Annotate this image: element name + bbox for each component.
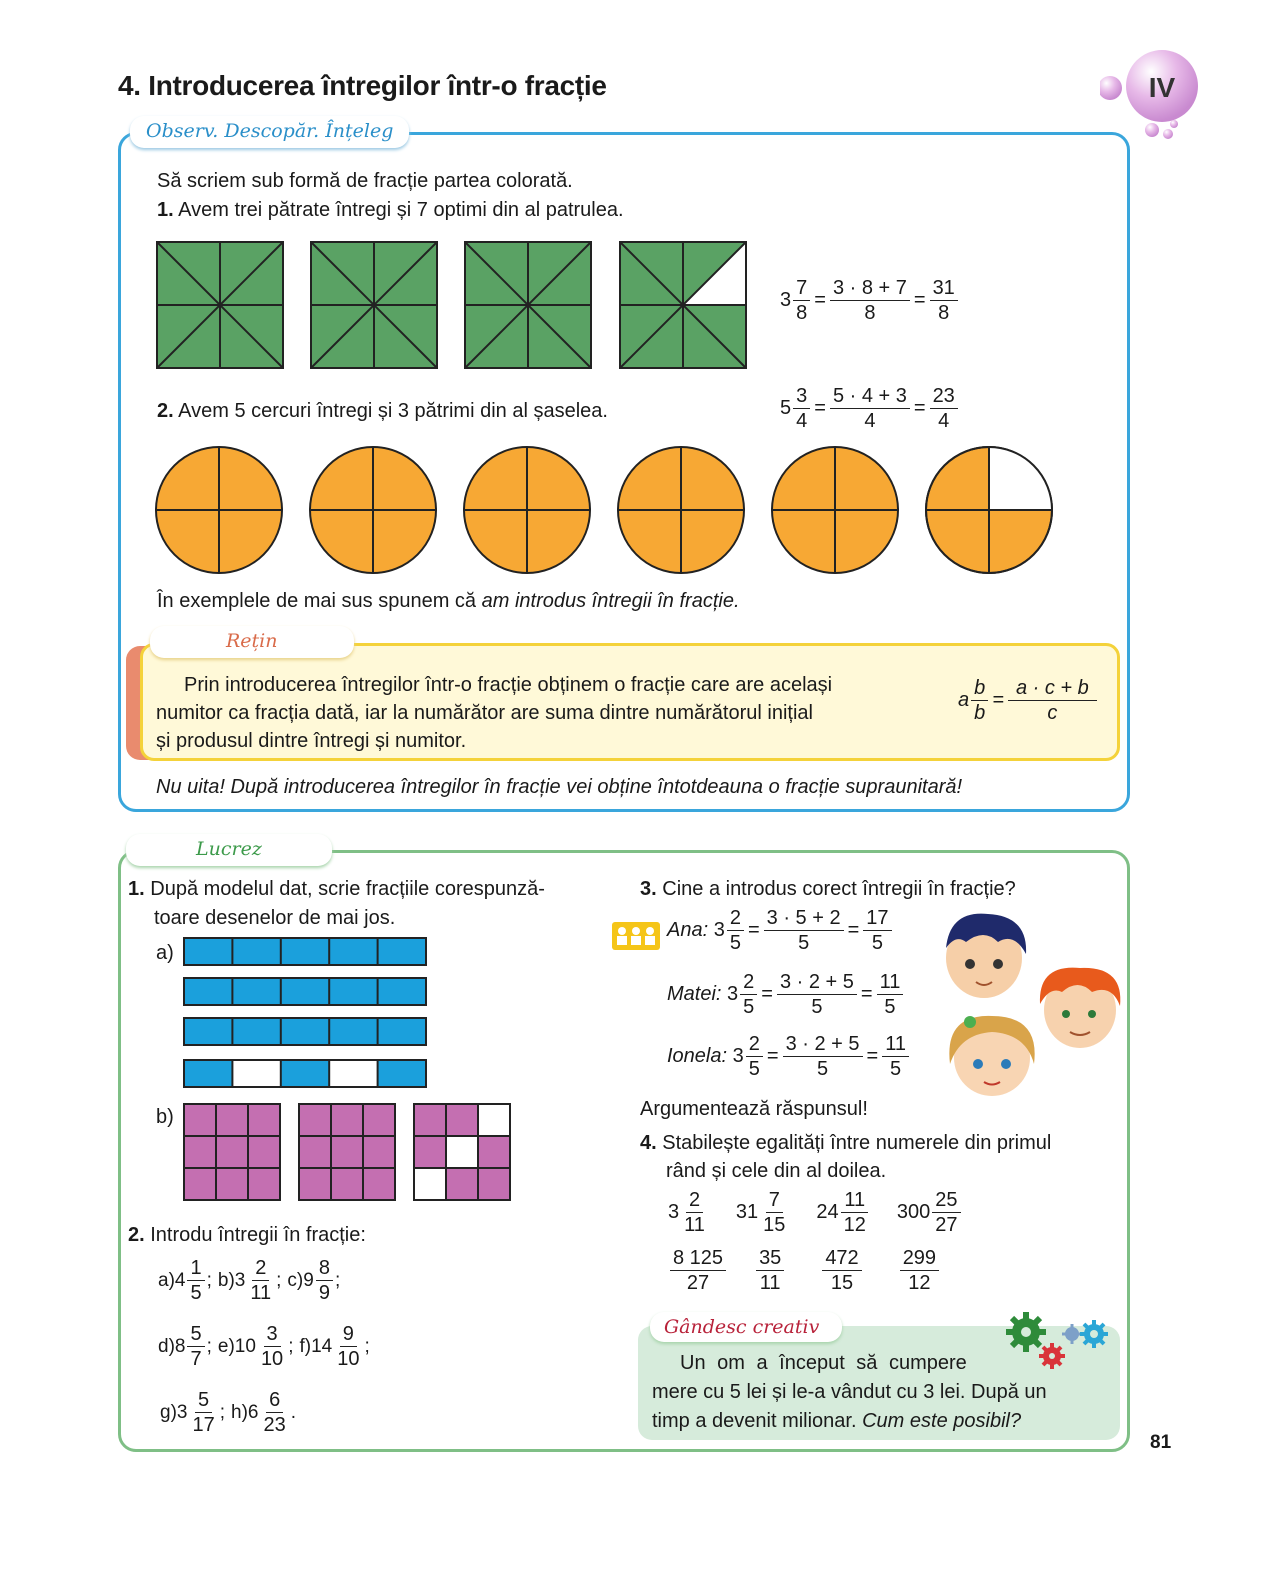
ex2-row-2: d) 8 5 7 ; e) 10 3 10 ; f) 14 9 10 ; bbox=[158, 1323, 370, 1370]
fraction: $\frac{5 \cdot 4 + 3}{4}$ bbox=[830, 384, 910, 433]
grid-partial bbox=[414, 1104, 510, 1200]
fraction: $\frac{3 \cdot 8 + 7}{8}$ bbox=[830, 276, 910, 325]
fraction: $\frac{23}{4}$ bbox=[930, 384, 958, 433]
creativ-line-1: Un om a început să cumpere bbox=[680, 1352, 967, 1374]
circle-whole-3 bbox=[464, 447, 590, 573]
circle-whole-1 bbox=[156, 447, 282, 573]
observ-tab-label: Observ. Descopăr. Înțeleg bbox=[146, 120, 394, 142]
circle-whole-5 bbox=[772, 447, 898, 573]
redhead-face bbox=[1040, 968, 1120, 1048]
chapter-badge-label: IV bbox=[1148, 72, 1176, 103]
ex3-argue: Argumentează răspunsul! bbox=[640, 1098, 868, 1120]
orange-circles bbox=[150, 444, 1060, 580]
whole: 5 bbox=[780, 397, 792, 419]
whole: 3 bbox=[780, 289, 792, 311]
bar-whole-1 bbox=[184, 938, 426, 965]
retin-formula: a $\frac{b}{b}$ = $\frac{a \cdot c + b}{c}$ bbox=[958, 676, 1099, 725]
page-title: 4. Introducerea întregilor într-o fracție bbox=[118, 70, 607, 101]
page-number: 81 bbox=[1150, 1432, 1172, 1453]
children-faces-illustration bbox=[936, 908, 1128, 1098]
ex3-row-ionela: Ionela: 3 $\frac{2}{5}$ = $\frac{3 \cdot 2 + 5}{5}$ = $\frac{11}{5}$ bbox=[667, 1032, 911, 1081]
retin-line-2: numitor ca fracția dată, iar la numărător are suma dintre numărătorul inițial bbox=[156, 702, 813, 724]
ex3-row-matei: Matei: 3 $\frac{2}{5}$ = $\frac{3 \cdot 2 + 5}{5}$ = $\frac{11}{5}$ bbox=[667, 970, 905, 1019]
boy-face bbox=[946, 914, 1026, 998]
fraction: $\frac{31}{8}$ bbox=[930, 276, 958, 325]
purple-grids bbox=[182, 1102, 514, 1204]
circle-whole-2 bbox=[310, 447, 436, 573]
fraction: $\frac{7}{8}$ bbox=[793, 276, 810, 325]
retin-tab bbox=[150, 626, 354, 658]
creativ-tab-label: Gândesc creativ bbox=[664, 1316, 820, 1338]
grid-whole-1 bbox=[184, 1104, 280, 1200]
square-whole-1 bbox=[157, 242, 283, 368]
label-b: b) bbox=[156, 1106, 174, 1128]
observ-item2 bbox=[157, 398, 608, 424]
ex2-title: 2. Introdu întregii în fracție: bbox=[128, 1224, 366, 1246]
item1-text: Avem trei pătrate întregi și 7 optimi din al patrulea. bbox=[178, 199, 624, 221]
item-number: 2. bbox=[157, 400, 174, 422]
creativ-line-3: timp a devenit milionar. Cum este posibil? bbox=[652, 1410, 1022, 1432]
blue-bars bbox=[182, 936, 430, 1092]
bar-whole-3 bbox=[184, 1018, 426, 1045]
ex4-row-1: 3 2 11 31 7 15 24 11 12 300 25 27 bbox=[668, 1188, 963, 1237]
ex2-row-3: g) 3 5 17 ; h) 6 6 23 . bbox=[160, 1389, 297, 1436]
square-whole-3 bbox=[465, 242, 591, 368]
circle-whole-4 bbox=[618, 447, 744, 573]
ex1-line-2: toare desenelor de mai jos. bbox=[154, 907, 396, 929]
note-reminder: Nu uita! După introducerea întregilor în fracție vei obține întotdeauna o fracție supraunitară! bbox=[156, 776, 963, 798]
bar-partial bbox=[184, 1060, 426, 1087]
ex1-line-1: 1. După modelul dat, scrie fracțiile corespunză- bbox=[128, 878, 545, 900]
observ-item1 bbox=[157, 197, 624, 223]
retin-line-3: și produsul dintre întregi și numitor. bbox=[156, 730, 467, 752]
creativ-tab bbox=[650, 1312, 842, 1342]
fraction: $\frac{3}{4}$ bbox=[793, 384, 810, 433]
item2-text: Avem 5 cercuri întregi și 3 pătrimi din al șaselea. bbox=[178, 400, 608, 422]
observ-tab bbox=[130, 116, 409, 148]
observ-intro: Să scriem sub formă de fracție partea colorată. bbox=[157, 170, 573, 192]
item-number: 1. bbox=[157, 199, 174, 221]
creativ-line-2: mere cu 5 lei și le-a vândut cu 3 lei. După un bbox=[652, 1381, 1047, 1403]
label-a: a) bbox=[156, 942, 174, 964]
equation-1: 3 $\frac{7}{8}$ = $\frac{3 \cdot 8 + 7}{8}$ = $\frac{31}{8}$ bbox=[780, 276, 960, 325]
retin-tab-label: Rețin bbox=[226, 630, 278, 652]
ex3-row-ana: Ana: 3 $\frac{2}{5}$ = $\frac{3 \cdot 5 + 2}{5}$ = $\frac{17}{5}$ bbox=[667, 906, 894, 955]
green-squares bbox=[155, 240, 755, 372]
group-work-icon bbox=[612, 922, 660, 950]
lucrez-tab-label: Lucrez bbox=[196, 838, 262, 860]
ex3-title: 3. Cine a introdus corect întregii în fracție? bbox=[640, 878, 1016, 900]
ex2-row-1: a) 4 1 5 ; b) 3 2 11 ; c) 9 8 9 ; bbox=[158, 1257, 341, 1304]
conclusion: În exemplele de mai sus spunem că am introdus întregii în fracție. bbox=[157, 590, 740, 612]
equation-2: 5 $\frac{3}{4}$ = $\frac{5 \cdot 4 + 3}{4}$ = $\frac{23}{4}$ bbox=[780, 384, 960, 433]
gears-icon bbox=[1006, 1310, 1112, 1372]
grid-whole-2 bbox=[299, 1104, 395, 1200]
square-partial bbox=[620, 242, 746, 368]
ex4-line-1: 4. Stabilește egalități între numerele din primul bbox=[640, 1132, 1052, 1154]
square-whole-2 bbox=[311, 242, 437, 368]
circle-partial bbox=[926, 447, 1052, 573]
girl-face bbox=[949, 1016, 1034, 1096]
ex4-line-2: rând și cele din al doilea. bbox=[666, 1160, 887, 1182]
bar-whole-2 bbox=[184, 978, 426, 1005]
retin-line-1: Prin introducerea întregilor într-o fracție obținem o fracție care are același bbox=[184, 674, 833, 696]
ex4-row-2: 8 125 27 35 11 472 15 299 12 bbox=[668, 1246, 941, 1295]
lucrez-tab bbox=[126, 834, 332, 866]
